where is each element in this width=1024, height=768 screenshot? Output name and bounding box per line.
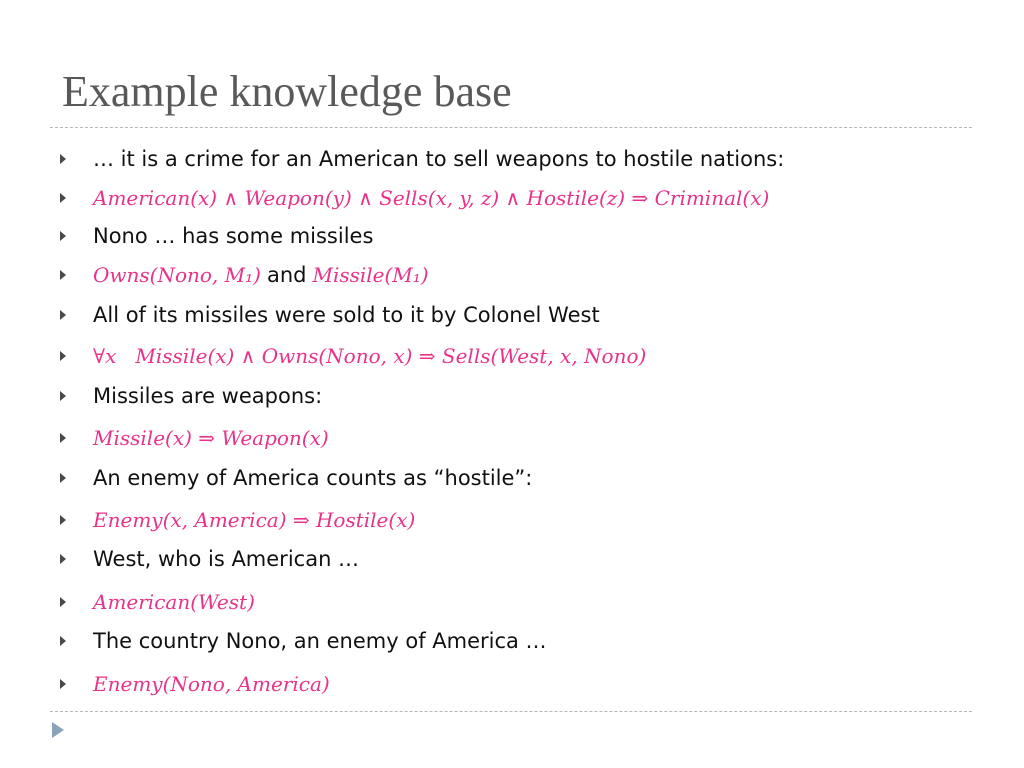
triangle-bullet-icon [60,231,66,241]
bullet-item [60,297,600,333]
triangle-bullet-icon [60,597,66,607]
bullet-text: Nono … has some missiles [93,224,374,248]
triangle-bullet-icon [60,391,66,401]
bullet-item [60,460,532,496]
bullet-item [60,218,373,254]
bullet-formula: American(x) ∧ Weapon(y) ∧ Sells(x, y, z) ∧ Hostile(z) ⇒ Criminal(x) [93,186,770,210]
bullet-formula: Enemy(x, America) ⇒ Hostile(x) [93,508,416,532]
triangle-bullet-icon [60,310,66,320]
bullet-text: West, who is American … [93,547,360,571]
triangle-bullet-icon [60,351,66,361]
footer-divider [50,711,972,712]
triangle-bullet-icon [60,473,66,483]
bullet-item [60,257,429,293]
bullet-item [60,420,329,456]
bullet-item [60,338,646,374]
bullet-item [60,502,415,538]
bullet-text: The country Nono, an enemy of America … [93,629,547,653]
triangle-bullet-icon [60,154,66,164]
bullet-formula: Missile(M₁) [312,263,429,287]
slide-title: Example knowledge base [62,67,512,116]
bullet-connector: and [266,263,307,287]
bullet-text: … it is a crime for an American to sell weapons to hostile nations: [93,147,785,171]
triangle-bullet-icon [60,270,66,280]
bullet-formula: Owns(Nono, M₁) [93,263,261,287]
bullet-formula: Enemy(Nono, America) [93,672,330,696]
bullet-item [60,584,255,620]
bullet-text: Missiles are weapons: [93,384,323,408]
triangle-bullet-icon [60,679,66,689]
bullet-item [60,541,359,577]
bullet-item [60,141,784,177]
bullet-item [60,378,322,414]
triangle-bullet-icon [60,636,66,646]
bullet-item [60,666,330,702]
triangle-bullet-icon [60,554,66,564]
title-divider [50,127,972,128]
triangle-bullet-icon [60,193,66,203]
triangle-bullet-icon [60,433,66,443]
triangle-bullet-icon [60,515,66,525]
next-slide-arrow-icon[interactable] [52,722,64,738]
bullet-formula: ∀x Missile(x) ∧ Owns(Nono, x) ⇒ Sells(West, x, Nono) [93,344,647,368]
bullet-item [60,180,769,216]
bullet-text: All of its missiles were sold to it by Colonel West [93,303,600,327]
bullet-item [60,623,547,659]
bullet-formula: Missile(x) ⇒ Weapon(x) [93,426,329,450]
bullet-text: An enemy of America counts as “hostile”: [93,466,533,490]
bullet-formula: American(West) [93,590,255,614]
